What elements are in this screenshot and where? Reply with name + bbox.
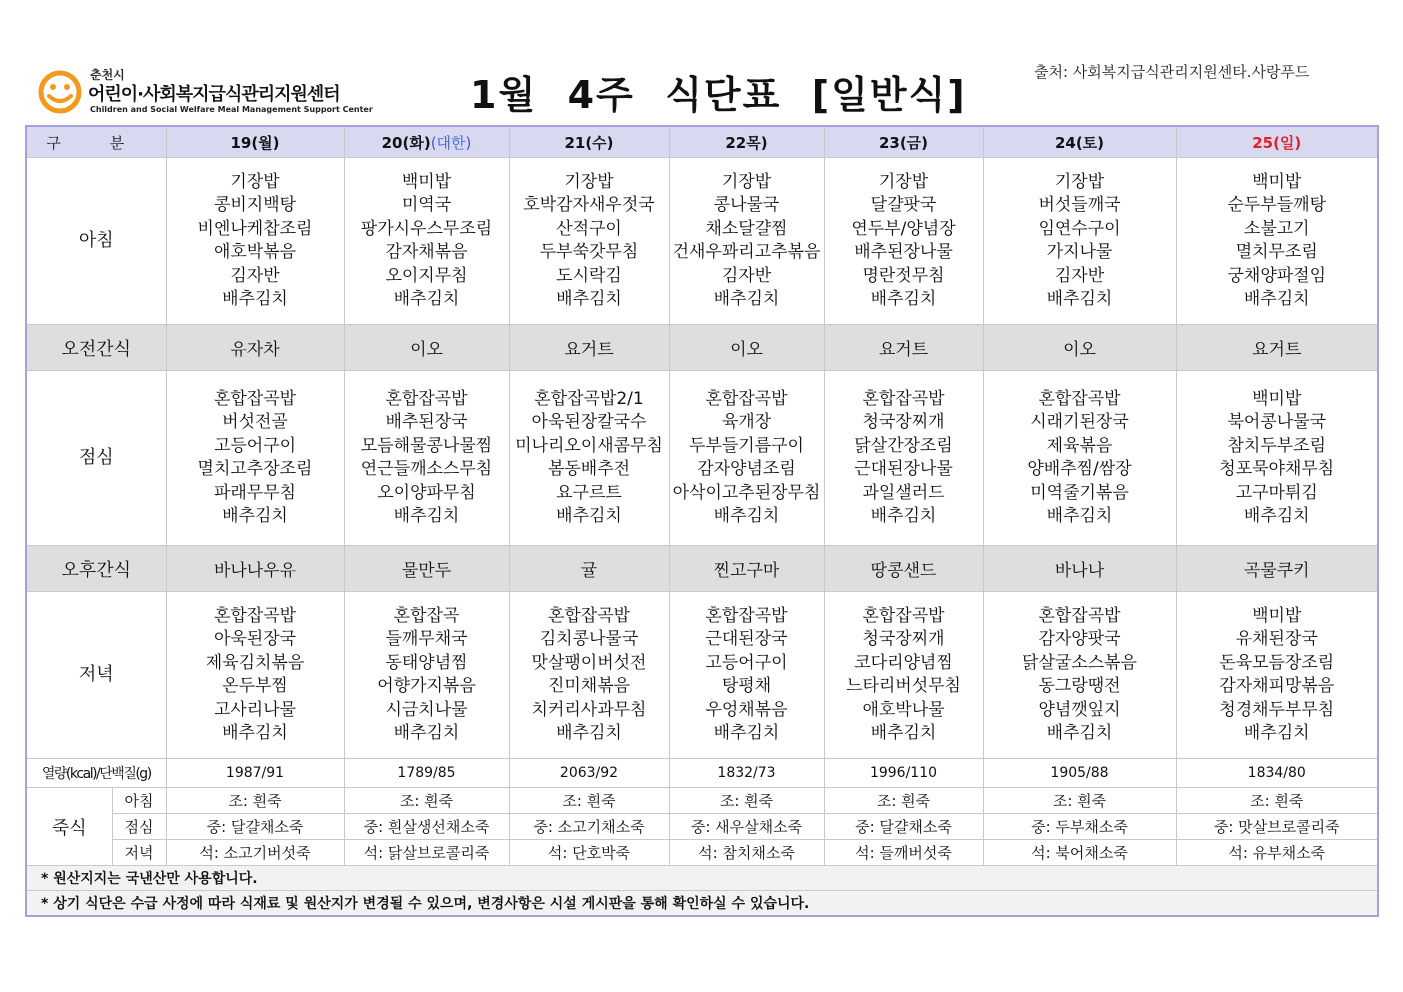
dinner-row — [26, 592, 1378, 759]
day-header: 25(일) — [1176, 126, 1378, 158]
porridge-cell: 석: 북어채소죽 — [983, 840, 1176, 866]
meal-cell — [983, 592, 1176, 759]
menu-item: 산적구이 — [556, 218, 622, 239]
menu-item: 기장밥 — [878, 171, 929, 192]
row-label: 저녁 — [26, 592, 166, 759]
meal-cell — [509, 592, 669, 759]
porridge-cell: 조: 흰죽 — [983, 788, 1176, 814]
meal-cell — [983, 158, 1176, 325]
menu-item: 어향가지볶음 — [377, 676, 476, 696]
meal-cell — [344, 371, 509, 546]
porridge-cell: 중: 달걀채소죽 — [166, 814, 344, 840]
menu-item: 배추김치 — [556, 289, 622, 309]
menu-item: 감자양팟국 — [1038, 629, 1121, 649]
menu-item: 코다리양념찜 — [854, 652, 953, 673]
meal-cell — [344, 158, 509, 325]
porridge-meal-label: 점심 — [112, 814, 166, 840]
menu-item: 온두부찜 — [222, 676, 288, 696]
calorie-value: 1789/85 — [344, 759, 509, 788]
menu-item: 치커리사과무침 — [531, 699, 647, 720]
menu-item: 혼합잡곡밥 — [547, 605, 631, 626]
porridge-cell: 석: 소고기버섯죽 — [166, 840, 344, 866]
menu-item: 김치콩나물국 — [539, 629, 639, 649]
menu-item: 애호박볶음 — [213, 242, 297, 262]
snack-cell: 이오 — [983, 325, 1176, 371]
menu-item: 배추김치 — [1046, 506, 1113, 526]
holiday-label: (대한) — [430, 133, 472, 152]
day-header-row — [26, 126, 1378, 158]
menu-item: 혼합잡곡밥 — [1038, 605, 1121, 626]
porridge-cell: 조: 흰죽 — [166, 788, 344, 814]
menu-item: 배추된장나물 — [854, 242, 953, 262]
snack-cell: 귤 — [509, 546, 669, 592]
menu-item: 배추김치 — [870, 723, 937, 743]
menu-item: 배추김치 — [870, 289, 937, 309]
menu-item: 우엉채볶음 — [705, 699, 788, 720]
menu-item: 배추김치 — [1046, 289, 1113, 309]
porridge-cell: 조: 흰죽 — [344, 788, 509, 814]
menu-item: 가지나물 — [1046, 242, 1113, 262]
porridge-cell: 중: 두부채소죽 — [983, 814, 1176, 840]
menu-item: 양배추찜/쌈장 — [1027, 459, 1132, 479]
row-label: 아침 — [26, 158, 166, 325]
menu-item: 백미밥 — [401, 171, 452, 192]
menu-item: 호박감자새우젓국 — [523, 195, 655, 215]
page-title: 1월 4주 식단표 [일반식] — [470, 73, 967, 117]
menu-item: 근대된장국 — [705, 629, 788, 649]
menu-item: 혼합잡곡 — [393, 605, 460, 626]
porridge-row-lunch — [26, 814, 1378, 840]
notes-row — [26, 891, 1378, 917]
menu-item: 양념깻잎지 — [1038, 699, 1121, 720]
menu-item: 버섯전골 — [222, 412, 288, 432]
menu-item: 김자반 — [1054, 265, 1105, 286]
menu-item: 배추김치 — [713, 506, 780, 526]
meal-cell — [166, 158, 344, 325]
menu-item: 배추김치 — [1243, 506, 1310, 526]
menu-item: 김자반 — [230, 265, 280, 286]
menu-item: 순두부들깨탕 — [1227, 195, 1327, 215]
menu-item: 두부쑥갓무침 — [539, 242, 639, 262]
meal-cell — [669, 592, 824, 759]
menu-item: 감자채피망볶음 — [1219, 676, 1335, 696]
menu-item: 청국장찌개 — [862, 629, 945, 649]
menu-item: 아삭이고추된장무침 — [672, 482, 821, 503]
menu-item: 고사리나물 — [213, 699, 297, 720]
menu-item: 백미밥 — [1252, 388, 1302, 409]
day-header: 20(화)(대한) — [344, 126, 509, 158]
menu-item: 탕평채 — [721, 676, 772, 696]
meal-cell — [983, 371, 1176, 546]
menu-item: 배추된장국 — [385, 412, 468, 432]
menu-item: 기장밥 — [230, 171, 280, 192]
meal-cell — [824, 158, 983, 325]
snack-cell: 물만두 — [344, 546, 509, 592]
porridge-cell: 중: 맛살브로콜리죽 — [1176, 814, 1378, 840]
menu-item: 북어콩나물국 — [1227, 412, 1327, 432]
snack-cell: 요거트 — [824, 325, 983, 371]
menu-item: 감자채볶음 — [385, 242, 468, 262]
menu-item: 멸치무조림 — [1235, 242, 1318, 262]
pm-snack-row — [26, 546, 1378, 592]
snack-cell: 찐고구마 — [669, 546, 824, 592]
menu-item: 미역줄기볶음 — [1030, 482, 1129, 503]
menu-item: 버섯들깨국 — [1038, 195, 1121, 215]
menu-item: 혼합잡곡밥 — [385, 388, 468, 409]
snack-cell: 요거트 — [509, 325, 669, 371]
menu-item: 배추김치 — [393, 289, 460, 309]
day-header: 21(수) — [509, 126, 669, 158]
porridge-row-breakfast — [26, 788, 1378, 814]
menu-item: 혼합잡곡밥 — [705, 605, 788, 626]
meal-cell — [824, 371, 983, 546]
menu-item: 혼합잡곡밥 — [213, 388, 297, 409]
menu-item: 배추김치 — [713, 723, 780, 743]
menu-item: 배추김치 — [556, 506, 622, 526]
menu-item: 맛살팽이버섯전 — [531, 652, 647, 673]
meal-cell — [509, 158, 669, 325]
menu-item: 혼합잡곡밥2/1 — [534, 388, 644, 409]
menu-item: 미나리오이새콤무침 — [515, 435, 663, 456]
menu-item: 팡가시우스무조림 — [360, 218, 493, 239]
menu-item: 근대된장나물 — [854, 459, 953, 479]
menu-item: 혼합잡곡밥 — [213, 605, 297, 626]
menu-item: 들깨무채국 — [385, 629, 468, 649]
menu-item: 오이양파무침 — [377, 482, 476, 503]
menu-item: 배추김치 — [222, 289, 288, 309]
menu-item: 육개장 — [721, 412, 772, 432]
am-snack-row — [26, 325, 1378, 371]
meal-cell — [1176, 158, 1378, 325]
day-header: 24(토) — [983, 126, 1176, 158]
meal-cell — [669, 371, 824, 546]
meal-cell — [166, 371, 344, 546]
meal-cell — [344, 592, 509, 759]
note-origin: * 원산지지는 국낸산만 사용합니다. — [26, 866, 1378, 891]
note-changes: * 상기 식단은 수급 사정에 따라 식재료 및 원산지가 변경될 수 있으며, 변경사항은 시설 게시판을 통해 확인하실 수 있습니다. — [26, 891, 1378, 917]
weekly-menu-table — [25, 125, 1379, 917]
menu-item: 애호박나물 — [862, 699, 945, 720]
calorie-value: 1832/73 — [669, 759, 824, 788]
menu-item: 미역국 — [401, 195, 452, 215]
calories-row — [26, 759, 1378, 788]
menu-item: 모듬해물콩나물찜 — [360, 435, 493, 456]
day-header: 22목) — [669, 126, 824, 158]
meal-cell — [824, 592, 983, 759]
porridge-cell: 중: 흰살생선채소죽 — [344, 814, 509, 840]
menu-item: 참치두부조림 — [1227, 435, 1327, 456]
menu-item: 기장밥 — [721, 171, 772, 192]
menu-item: 닭살간장조림 — [854, 435, 953, 456]
menu-item: 시래기된장국 — [1030, 412, 1129, 432]
menu-item: 동그랑땡전 — [1038, 676, 1121, 696]
lunch-row — [26, 371, 1378, 546]
row-label: 열량(kcal)/단백질(g) — [26, 759, 166, 788]
source-credit: 출처: 사회복지급식관리지원센타.사랑푸드 — [1034, 63, 1310, 81]
menu-item: 배추김치 — [393, 723, 460, 743]
porridge-cell: 중: 달걀채소죽 — [824, 814, 983, 840]
menu-item: 콩나물국 — [713, 195, 780, 215]
menu-item: 기장밥 — [564, 171, 614, 192]
meal-cell — [1176, 592, 1378, 759]
menu-item: 궁채양파절임 — [1227, 265, 1327, 286]
menu-item: 콩비지백탕 — [213, 195, 297, 215]
page-header — [0, 0, 1403, 125]
menu-item: 고구마튀김 — [1235, 482, 1318, 503]
menu-item: 아욱된장국 — [213, 629, 297, 649]
porridge-cell: 조: 흰죽 — [1176, 788, 1378, 814]
logo-org-english: Children and Social Welfare Meal Management Support Center — [90, 105, 373, 114]
porridge-row-dinner — [26, 840, 1378, 866]
menu-item: 연두부/양념장 — [851, 218, 956, 239]
day-header: 19(월) — [166, 126, 344, 158]
porridge-cell: 석: 닭살브로콜리죽 — [344, 840, 509, 866]
porridge-cell: 조: 흰죽 — [669, 788, 824, 814]
snack-cell: 땅콩샌드 — [824, 546, 983, 592]
meal-cell — [166, 592, 344, 759]
menu-item: 도시락김 — [556, 265, 622, 286]
calorie-value: 1834/80 — [1176, 759, 1378, 788]
snack-cell: 요거트 — [1176, 325, 1378, 371]
meal-cell — [509, 371, 669, 546]
menu-item: 요구르트 — [556, 482, 622, 503]
org-logo — [38, 66, 378, 118]
snack-cell: 유자차 — [166, 325, 344, 371]
logo-city: 춘천시 — [90, 68, 125, 82]
menu-item: 봄동배추전 — [547, 459, 631, 479]
menu-item: 임연수구이 — [1038, 218, 1121, 239]
porridge-meal-label: 아침 — [112, 788, 166, 814]
porridge-cell: 조: 흰죽 — [509, 788, 669, 814]
menu-item: 과일샐러드 — [862, 482, 945, 503]
menu-item: 기장밥 — [1054, 171, 1105, 192]
menu-item: 비엔나케찹조림 — [197, 218, 313, 239]
menu-item: 배추김치 — [556, 723, 622, 743]
row-label: 죽식 — [26, 788, 112, 866]
menu-item: 소불고기 — [1243, 218, 1310, 239]
menu-item: 청국장찌개 — [862, 412, 945, 432]
smiley-logo-icon — [38, 70, 82, 114]
menu-item: 두부들기름구이 — [689, 435, 804, 456]
menu-item: 배추김치 — [713, 289, 780, 309]
porridge-cell: 중: 새우살채소죽 — [669, 814, 824, 840]
calorie-value: 1987/91 — [166, 759, 344, 788]
menu-item: 진미채볶음 — [547, 676, 631, 696]
porridge-meal-label: 저녁 — [112, 840, 166, 866]
menu-item: 청경채두부무침 — [1219, 699, 1335, 720]
menu-item: 혼합잡곡밥 — [1038, 388, 1121, 409]
menu-item: 파래무무침 — [213, 482, 297, 503]
menu-item: 감자양념조림 — [697, 459, 796, 479]
porridge-cell: 석: 들깨버섯죽 — [824, 840, 983, 866]
calorie-value: 1905/88 — [983, 759, 1176, 788]
porridge-cell: 석: 유부채소죽 — [1176, 840, 1378, 866]
menu-item: 배추김치 — [393, 506, 460, 526]
menu-item: 배추김치 — [1243, 723, 1310, 743]
logo-org-name: 어린이·사회복지급식관리지원센터 — [88, 84, 340, 105]
menu-item: 배추김치 — [1046, 723, 1113, 743]
menu-item: 동태양념찜 — [385, 652, 468, 673]
menu-item: 배추김치 — [1243, 289, 1310, 309]
menu-item: 채소달걀찜 — [705, 218, 788, 239]
menu-item: 건새우꽈리고추볶음 — [672, 242, 821, 262]
day-header: 23(금) — [824, 126, 983, 158]
menu-item: 명란젓무침 — [862, 265, 945, 286]
porridge-cell: 석: 참치채소죽 — [669, 840, 824, 866]
calorie-value: 1996/110 — [824, 759, 983, 788]
porridge-cell: 석: 단호박죽 — [509, 840, 669, 866]
snack-cell: 이오 — [344, 325, 509, 371]
meal-cell — [669, 158, 824, 325]
menu-item: 돈육모듬장조림 — [1219, 652, 1335, 673]
notes-row — [26, 866, 1378, 891]
menu-item: 배추김치 — [222, 723, 288, 743]
snack-cell: 바나나 — [983, 546, 1176, 592]
menu-item: 아욱된장칼국수 — [531, 412, 647, 432]
meal-cell — [1176, 371, 1378, 546]
calorie-value: 2063/92 — [509, 759, 669, 788]
menu-item: 혼합잡곡밥 — [862, 388, 945, 409]
menu-item: 멸치고추장조림 — [197, 459, 313, 479]
menu-item: 제육볶음 — [1046, 435, 1113, 456]
snack-cell: 이오 — [669, 325, 824, 371]
menu-item: 김자반 — [721, 265, 772, 286]
menu-item: 혼합잡곡밥 — [862, 605, 945, 626]
menu-item: 유채된장국 — [1235, 629, 1318, 649]
menu-item: 연근들깨소스무침 — [360, 459, 493, 479]
porridge-cell: 조: 흰죽 — [824, 788, 983, 814]
menu-item: 느타리버섯무침 — [846, 676, 961, 696]
menu-item: 오이지무침 — [385, 265, 468, 286]
breakfast-row — [26, 158, 1378, 325]
snack-cell: 곡물쿠키 — [1176, 546, 1378, 592]
menu-item: 고등어구이 — [705, 652, 788, 673]
menu-item: 혼합잡곡밥 — [705, 388, 788, 409]
menu-item: 백미밥 — [1252, 171, 1302, 192]
menu-item: 청포묵야채무침 — [1219, 459, 1335, 479]
snack-cell: 바나나우유 — [166, 546, 344, 592]
menu-item: 시금치나물 — [385, 699, 468, 720]
menu-item: 백미밥 — [1252, 605, 1302, 626]
menu-item: 제육김치볶음 — [205, 652, 305, 673]
menu-item: 고등어구이 — [213, 435, 297, 456]
section-header: 구 분 — [26, 126, 166, 158]
menu-item: 닭살굴소스볶음 — [1022, 652, 1137, 673]
row-label: 점심 — [26, 371, 166, 546]
row-label: 오전간식 — [26, 325, 166, 371]
row-label: 오후간식 — [26, 546, 166, 592]
menu-item: 배추김치 — [222, 506, 288, 526]
menu-item: 달걀팟국 — [870, 195, 937, 215]
menu-item: 배추김치 — [870, 506, 937, 526]
porridge-cell: 중: 소고기채소죽 — [509, 814, 669, 840]
